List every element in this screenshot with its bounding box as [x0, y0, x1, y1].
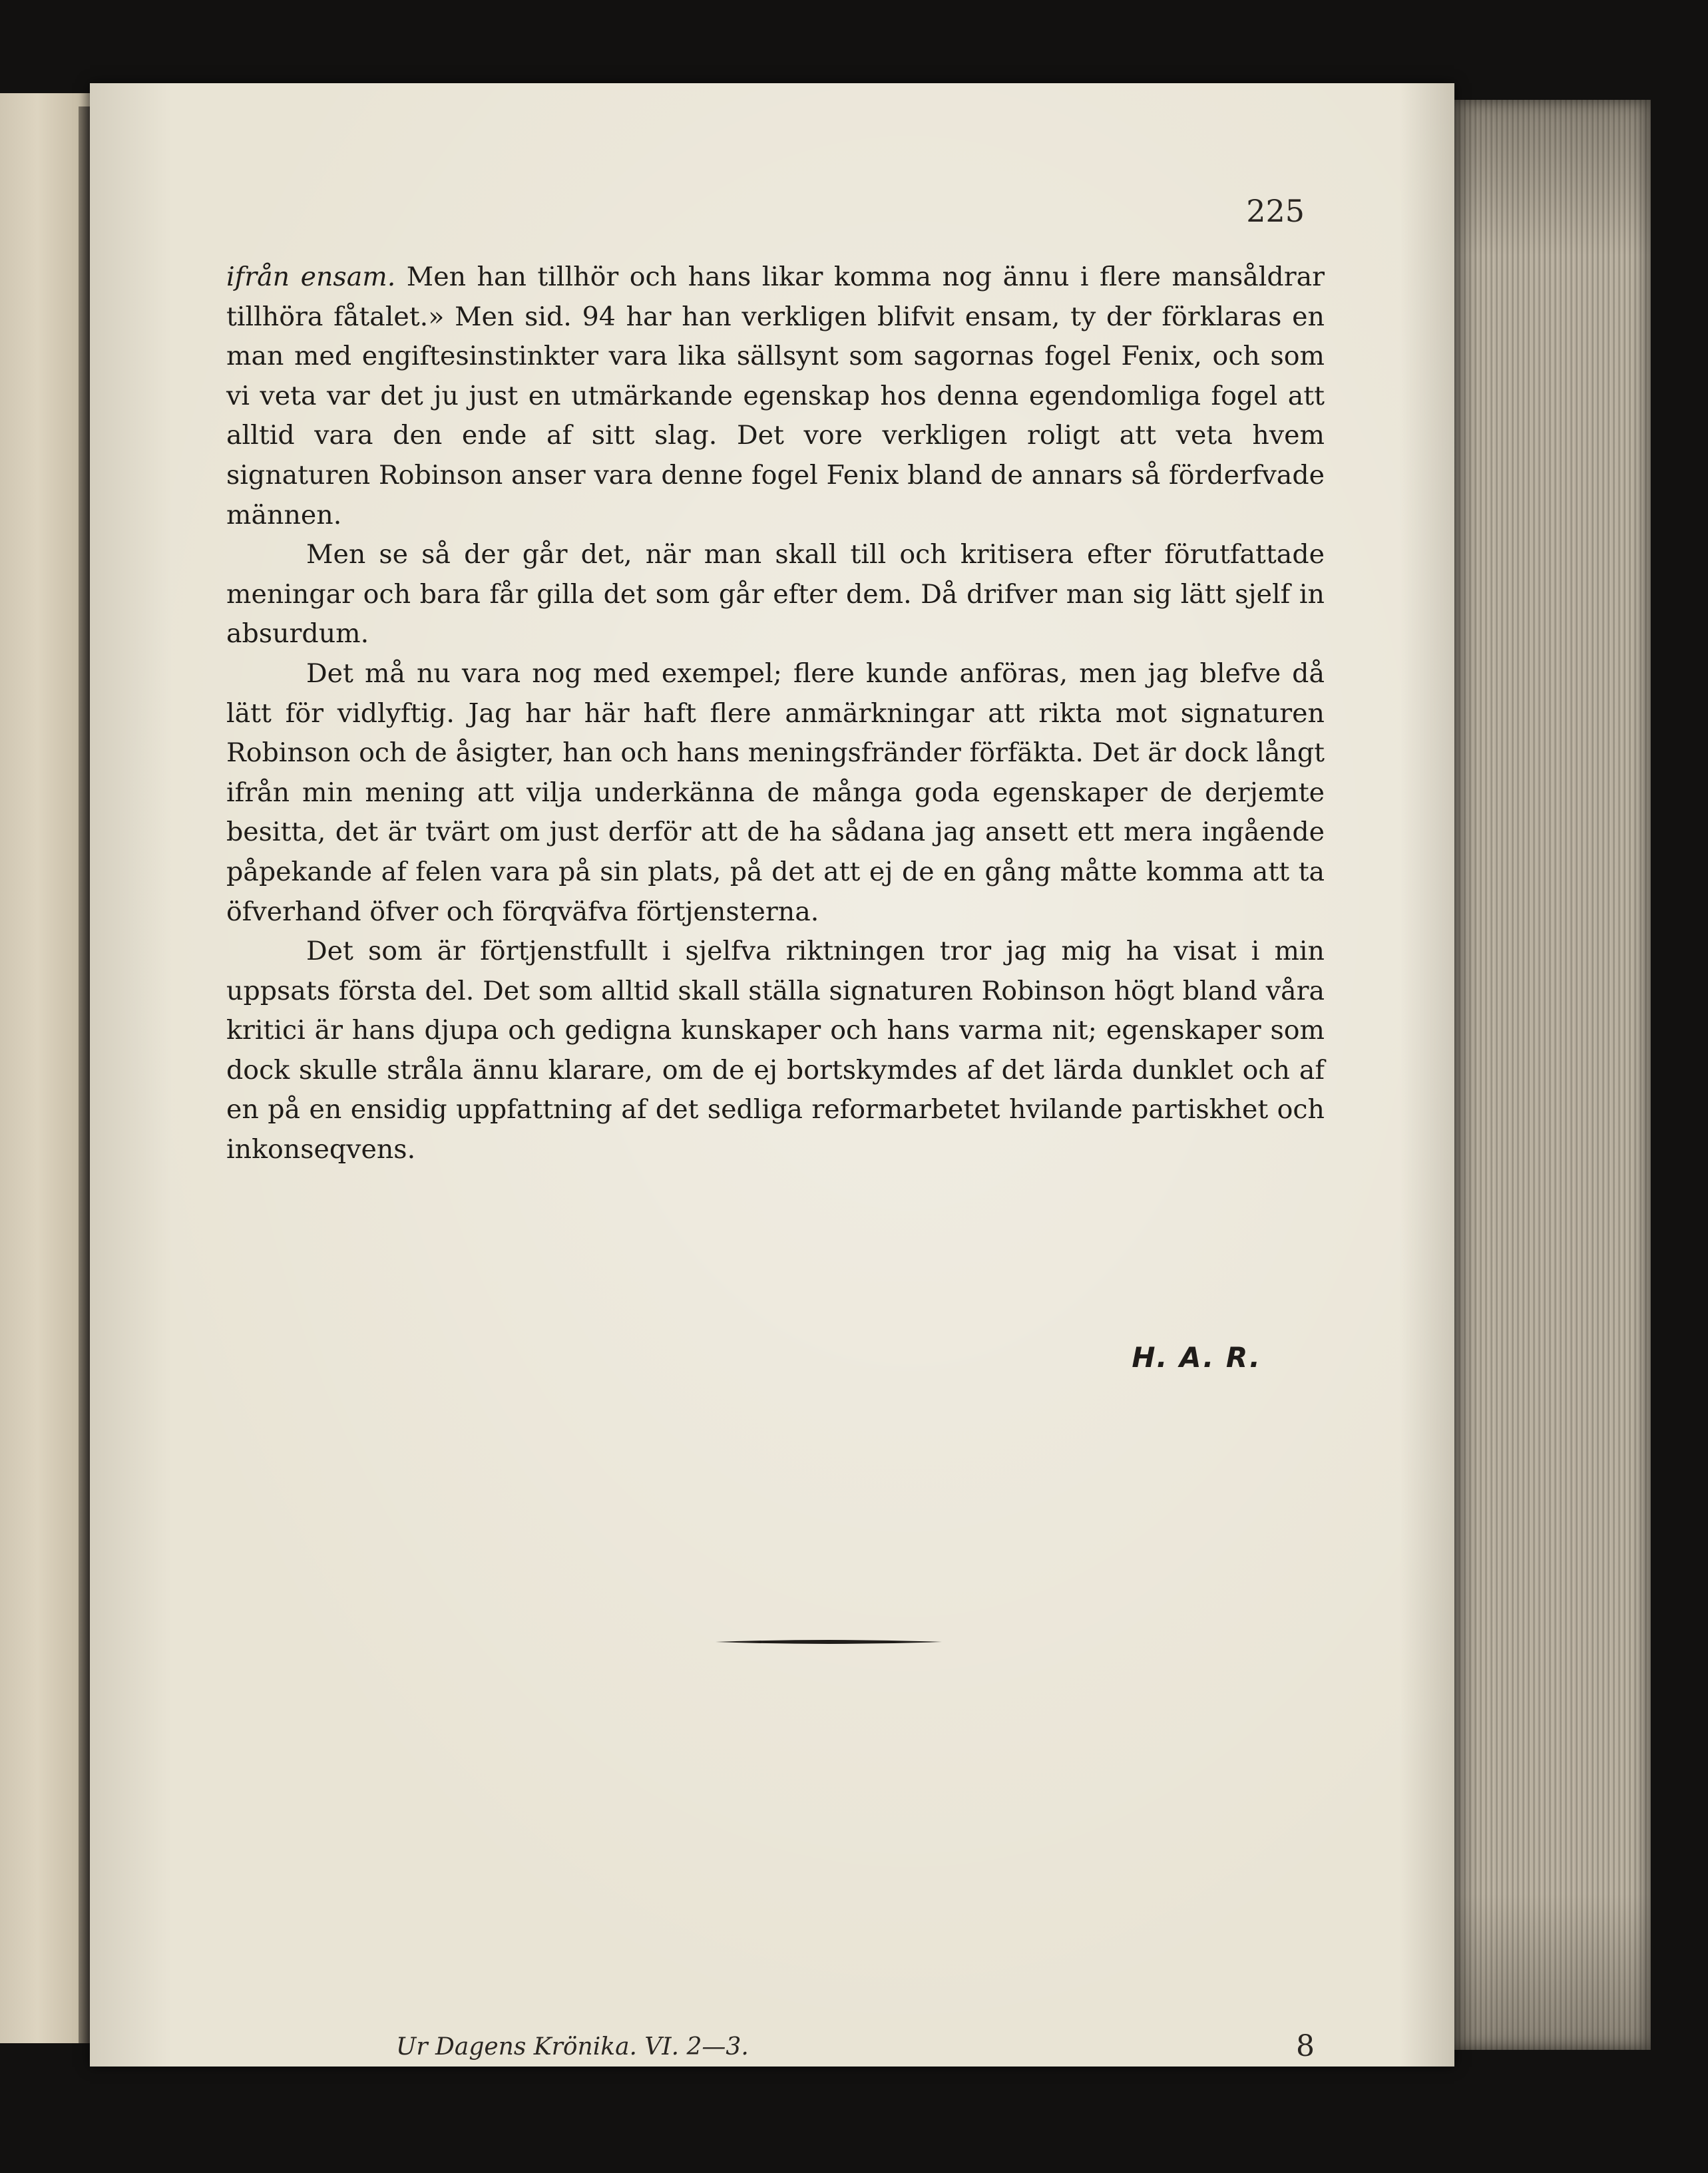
author-signature: H. A. R.	[1132, 1341, 1261, 1374]
paragraph-1-text: Men han tillhör och hans likar komma nog ännu i flere mansåldrar tillhöra fåtalet.» Men sid. 94 har han verkligen blifvit ensam, ty der förklaras en man med engiftesinstinkter vara lika sällsynt som sagornas fogel Fenix, och som vi veta var det ju just en utmärkande egenskap hos denna egendomliga fogel att alltid vara den ende af sitt slag. Det vore verkligen roligt att veta hvem signaturen Robinson anser vara denne fogel Fenix bland de annars så förderfvade männen.	[226, 262, 1325, 530]
footer-signature-mark: 8	[1296, 2029, 1315, 2063]
paragraph-2: Men se så der går det, när man skall till och kritisera efter förutfattade meningar och bara får gilla det som går efter dem. Då drifver man sig lätt sjelf in absurdum.	[226, 539, 1325, 650]
paragraph-1-lead: ifrån ensam.	[226, 262, 396, 292]
page-number: 225	[1246, 193, 1305, 229]
section-end-rule	[716, 1638, 942, 1646]
paragraph-1	[226, 258, 1325, 535]
paragraph-3: Det må nu vara nog med exempel; flere kunde anföras, men jag blefve då lätt för vidlyftig. Jag har här haft flere anmärkningar att rikta mot signaturen Robinson och de åsigter, han och hans meningsfränder förfäkta. Det är dock långt ifrån min mening att vilja underkänna de många goda egenskaper de derjemte besitta, det är tvärt om just derför att de ha sådana jag ansett ett mera ingående påpekande af felen vara på sin plats, på det att ej de en gång måtte komma att ta öfverhand öfver och förqväfva förtjensterna.	[226, 658, 1325, 927]
book-page	[90, 83, 1454, 2067]
body-text	[226, 258, 1325, 1170]
page-edges-stack	[1451, 100, 1651, 2050]
footer-source: Ur Dagens Krönika. VI. 2—3.	[396, 2033, 749, 2061]
paragraph-4: Det som är förtjenstfullt i sjelfva riktningen tror jag mig ha visat i min uppsats första del. Det som alltid skall ställa signaturen Robinson högt bland våra kritici är hans djupa och gedigna kunskaper och hans varma nit; egenskaper som dock skulle stråla ännu klarare, om de ej bortskymdes af det lärda dunklet och af en på en ensidig uppfattning af det sedliga reformarbetet hvilande partiskhet och inkonseqvens.	[226, 936, 1325, 1165]
